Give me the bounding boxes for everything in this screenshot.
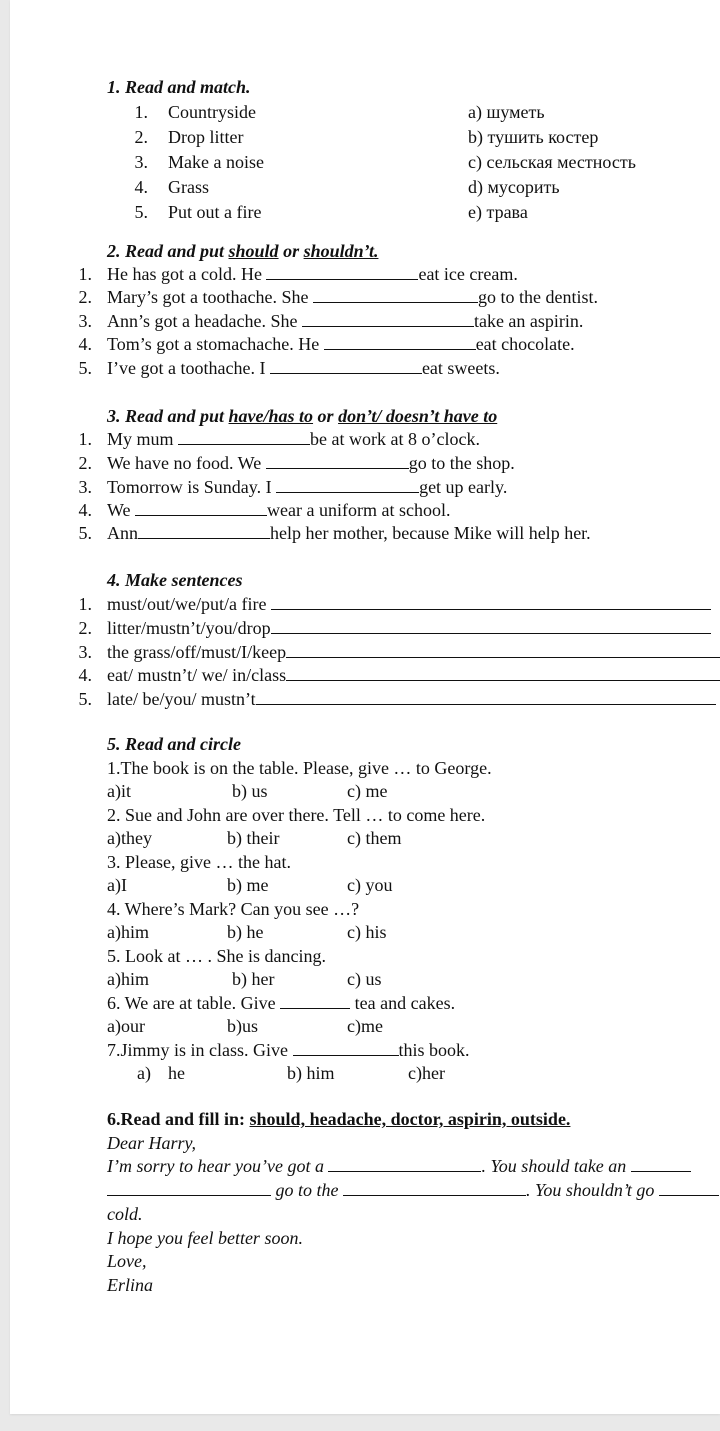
- letter-signature: Erlina: [107, 1275, 154, 1295]
- letter-line: cold.: [107, 1204, 143, 1224]
- option-c[interactable]: c) them: [347, 828, 402, 848]
- option-b[interactable]: b) her: [232, 969, 275, 989]
- fill-sentence: Tom’s got a stomachache. He eat chocolate.: [107, 334, 575, 354]
- match-term: Put out a fire: [168, 202, 262, 222]
- item-number: 5.: [78, 689, 92, 709]
- sentence-prompt: late/ be/you/ mustn’t: [107, 688, 720, 710]
- answer-blank[interactable]: [313, 286, 478, 303]
- answer-blank[interactable]: [286, 641, 720, 658]
- question-text: 6. We are at table. Give tea and cakes.: [107, 993, 456, 1013]
- answer-blank[interactable]: [343, 1179, 526, 1196]
- fill-sentence: Tomorrow is Sunday. I get up early.: [107, 477, 508, 497]
- option-a[interactable]: a)I: [107, 875, 127, 895]
- match-answer: e) трава: [468, 202, 528, 222]
- question-text: 5. Look at … . She is dancing.: [107, 946, 326, 966]
- answer-blank[interactable]: [107, 1179, 271, 1196]
- letter-line: I hope you feel better soon.: [107, 1228, 303, 1248]
- item-number: 5.: [134, 202, 148, 222]
- letter-closing: Love,: [107, 1251, 147, 1271]
- question-text: 3. Please, give … the hat.: [107, 852, 291, 872]
- fill-sentence: My mum be at work at 8 o’clock.: [107, 429, 480, 449]
- item-number: 2.: [78, 618, 92, 638]
- match-answer: b) тушить костер: [468, 127, 599, 147]
- item-number: 3.: [134, 152, 148, 172]
- item-number: 5.: [78, 523, 92, 543]
- option-c[interactable]: c)me: [347, 1016, 383, 1036]
- item-number: 1.: [78, 594, 92, 614]
- item-number: 5.: [78, 358, 92, 378]
- option-b[interactable]: b) he: [227, 922, 264, 942]
- answer-blank[interactable]: [659, 1179, 719, 1196]
- letter-line: go to the . You shouldn’t go: [107, 1179, 720, 1201]
- sentence-prompt: the grass/off/must/I/keep: [107, 641, 720, 663]
- match-answer: c) сельская местность: [468, 152, 636, 172]
- item-number: 3.: [78, 642, 92, 662]
- option-a-label[interactable]: a): [137, 1063, 151, 1083]
- section-2-title: 2. Read and put should or shouldn’t.: [107, 241, 379, 261]
- section-6-title: 6.Read and fill in: should, headache, doctor, aspirin, outside.: [107, 1109, 571, 1129]
- fill-sentence: Ann help her mother, because Mike will help her.: [107, 523, 591, 543]
- answer-blank[interactable]: [276, 476, 419, 493]
- sentence-prompt: litter/mustn’t/you/drop: [107, 617, 720, 639]
- answer-blank[interactable]: [266, 263, 418, 280]
- item-number: 1.: [78, 264, 92, 284]
- item-number: 4.: [134, 177, 148, 197]
- item-number: 2.: [78, 287, 92, 307]
- letter-greeting: Dear Harry,: [107, 1133, 196, 1153]
- item-number: 1.: [134, 102, 148, 122]
- fill-sentence: We have no food. We go to the shop.: [107, 453, 515, 473]
- option-b[interactable]: b) us: [232, 781, 268, 801]
- section-4-title: 4. Make sentences: [107, 570, 243, 590]
- answer-blank[interactable]: [324, 333, 476, 350]
- question-text: 1.The book is on the table. Please, give … to George.: [107, 758, 492, 778]
- match-term: Drop litter: [168, 127, 244, 147]
- item-number: 4.: [78, 334, 92, 354]
- answer-blank[interactable]: [138, 522, 270, 539]
- answer-blank[interactable]: [271, 593, 711, 610]
- answer-blank[interactable]: [266, 452, 409, 469]
- fill-sentence: I’ve got a toothache. I eat sweets.: [107, 358, 500, 378]
- fill-sentence: He has got a cold. He eat ice cream.: [107, 264, 518, 284]
- option-a[interactable]: a)him: [107, 922, 149, 942]
- answer-blank[interactable]: [256, 688, 716, 705]
- option-a[interactable]: a)him: [107, 969, 149, 989]
- answer-blank[interactable]: [271, 617, 711, 634]
- fill-sentence: Ann’s got a headache. She take an aspirin.: [107, 311, 584, 331]
- answer-blank[interactable]: [270, 357, 422, 374]
- answer-blank[interactable]: [178, 428, 310, 445]
- item-number: 1.: [78, 429, 92, 449]
- fill-sentence: We wear a uniform at school.: [107, 500, 451, 520]
- item-number: 4.: [78, 665, 92, 685]
- option-a[interactable]: a)our: [107, 1016, 145, 1036]
- option-b[interactable]: b) their: [227, 828, 280, 848]
- answer-blank[interactable]: [135, 499, 267, 516]
- match-answer: a) шуметь: [468, 102, 545, 122]
- answer-blank[interactable]: [280, 992, 350, 1009]
- option-c[interactable]: c) you: [347, 875, 393, 895]
- match-term: Countryside: [168, 102, 256, 122]
- answer-blank[interactable]: [328, 1155, 481, 1172]
- match-term: Grass: [168, 177, 209, 197]
- answer-blank[interactable]: [631, 1155, 691, 1172]
- section-3-title: 3. Read and put have/has to or don’t/ doesn’t have to: [107, 406, 498, 426]
- option-c[interactable]: c) me: [347, 781, 388, 801]
- option-c[interactable]: c) us: [347, 969, 382, 989]
- section-1-title: 1. Read and match.: [107, 77, 251, 97]
- section-5-title: 5. Read and circle: [107, 734, 241, 754]
- sentence-prompt: eat/ mustn’t/ we/ in/class: [107, 664, 720, 686]
- letter-line: I’m sorry to hear you’ve got a . You should take an: [107, 1155, 720, 1177]
- fill-sentence: Mary’s got a toothache. She go to the dentist.: [107, 287, 598, 307]
- answer-blank[interactable]: [302, 310, 474, 327]
- option-a[interactable]: a)it: [107, 781, 131, 801]
- item-number: 3.: [78, 311, 92, 331]
- option-b[interactable]: b) me: [227, 875, 269, 895]
- sentence-prompt: must/out/we/put/a fire: [107, 593, 720, 615]
- option-b[interactable]: b) him: [287, 1063, 335, 1083]
- option-c[interactable]: c)her: [408, 1063, 445, 1083]
- item-number: 4.: [78, 500, 92, 520]
- worksheet-page: [10, 0, 720, 1414]
- option-c[interactable]: c) his: [347, 922, 387, 942]
- question-text: 2. Sue and John are over there. Tell … to come here.: [107, 805, 486, 825]
- option-a[interactable]: a)they: [107, 828, 152, 848]
- answer-blank[interactable]: [286, 664, 720, 681]
- match-term: Make a noise: [168, 152, 264, 172]
- match-answer: d) мусорить: [468, 177, 560, 197]
- option-b[interactable]: b)us: [227, 1016, 258, 1036]
- item-number: 2.: [134, 127, 148, 147]
- question-text: 7.Jimmy is in class. Give this book.: [107, 1040, 470, 1060]
- answer-blank[interactable]: [293, 1039, 399, 1056]
- question-text: 4. Where’s Mark? Can you see …?: [107, 899, 360, 919]
- item-number: 3.: [78, 477, 92, 497]
- item-number: 2.: [78, 453, 92, 473]
- option-a[interactable]: he: [168, 1063, 185, 1083]
